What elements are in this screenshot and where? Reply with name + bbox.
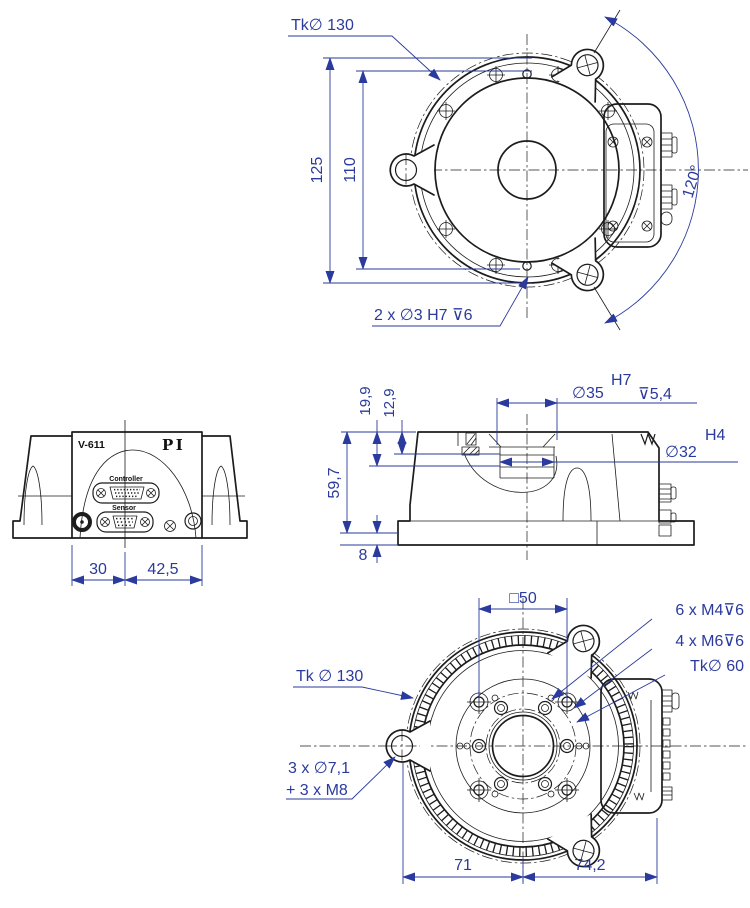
controller-connector xyxy=(93,476,159,503)
ear-holes-label-1: 3 x ∅7,1 xyxy=(288,760,350,777)
side-view xyxy=(326,372,738,564)
dim-30-42-5 xyxy=(72,545,202,586)
tk130-label: Tk ∅ 130 xyxy=(296,668,364,685)
dim-110-label: 110 xyxy=(342,157,359,183)
left-wing xyxy=(13,436,72,538)
cavity-arch xyxy=(464,453,557,492)
angle-120-label: 120° xyxy=(679,163,706,200)
square-50-label: □50 xyxy=(509,590,537,607)
bolt-circle-label: Tk∅ 130 xyxy=(291,17,354,34)
dia35-label: ∅35 xyxy=(572,385,604,402)
model-label: V-611 xyxy=(78,439,105,451)
dim-125-label: 125 xyxy=(309,156,326,184)
bottom-ear-top-right xyxy=(548,615,613,678)
fit-h4-label: H4 xyxy=(705,427,726,444)
pin-holes-label: 2 x ∅3 H7 ⊽6 xyxy=(374,307,473,324)
bottom-view xyxy=(286,590,748,884)
depth-5-4-label: ⊽5,4 xyxy=(638,386,672,403)
tk60-label: Tk∅ 60 xyxy=(690,658,744,675)
sensor-connector xyxy=(97,505,153,532)
housing-side-connectors xyxy=(661,133,677,225)
inner-fin xyxy=(563,468,591,521)
dim-19-9-label: 19,9 xyxy=(357,386,374,416)
dim-71-label: 71 xyxy=(454,857,472,874)
mounting-ear-bottom-right xyxy=(552,238,617,301)
pin-holes-note xyxy=(372,277,528,326)
dim-30-label: 30 xyxy=(89,561,107,578)
front-screw xyxy=(165,521,176,532)
top-view xyxy=(288,10,748,330)
side-connectors xyxy=(659,484,676,536)
right-wing xyxy=(202,436,247,538)
front-view xyxy=(13,420,247,586)
mounting-ear-top-right xyxy=(552,39,617,102)
dim-42-5-label: 42,5 xyxy=(147,561,179,578)
mounting-ear-left xyxy=(390,145,434,195)
sensor-label: Sensor xyxy=(112,505,136,512)
dim-8-label: 8 xyxy=(358,547,368,564)
surface-mark xyxy=(641,434,655,444)
m6-label: 4 x M6⊽6 xyxy=(675,633,744,650)
controller-label: Controller xyxy=(109,476,143,483)
dim-59-7 xyxy=(326,432,416,533)
aux-connector xyxy=(185,513,201,529)
ear-holes-label-2: + 3 x M8 xyxy=(286,782,348,799)
right-blade xyxy=(212,466,230,525)
tk130-note xyxy=(293,668,413,698)
bottom-ear-left xyxy=(386,721,430,771)
dim-74-2-label: 74,2 xyxy=(574,857,606,874)
clamp-detail xyxy=(462,433,479,455)
dim-12-9 xyxy=(381,388,500,454)
side-silhouette xyxy=(398,432,694,545)
dim-59-7-label: 59,7 xyxy=(326,467,343,499)
dia32-label: ∅32 xyxy=(665,444,697,461)
bore-section xyxy=(458,432,591,521)
bottom-housing-connectors xyxy=(662,690,679,800)
pi-logo: PI xyxy=(162,436,186,454)
m4-label: 6 x M4⊽6 xyxy=(675,602,744,619)
dim-8 xyxy=(340,515,398,564)
dim-12-9-label: 12,9 xyxy=(381,388,398,418)
ear-holes-note xyxy=(286,757,395,799)
fit-h7-label: H7 xyxy=(611,372,632,389)
